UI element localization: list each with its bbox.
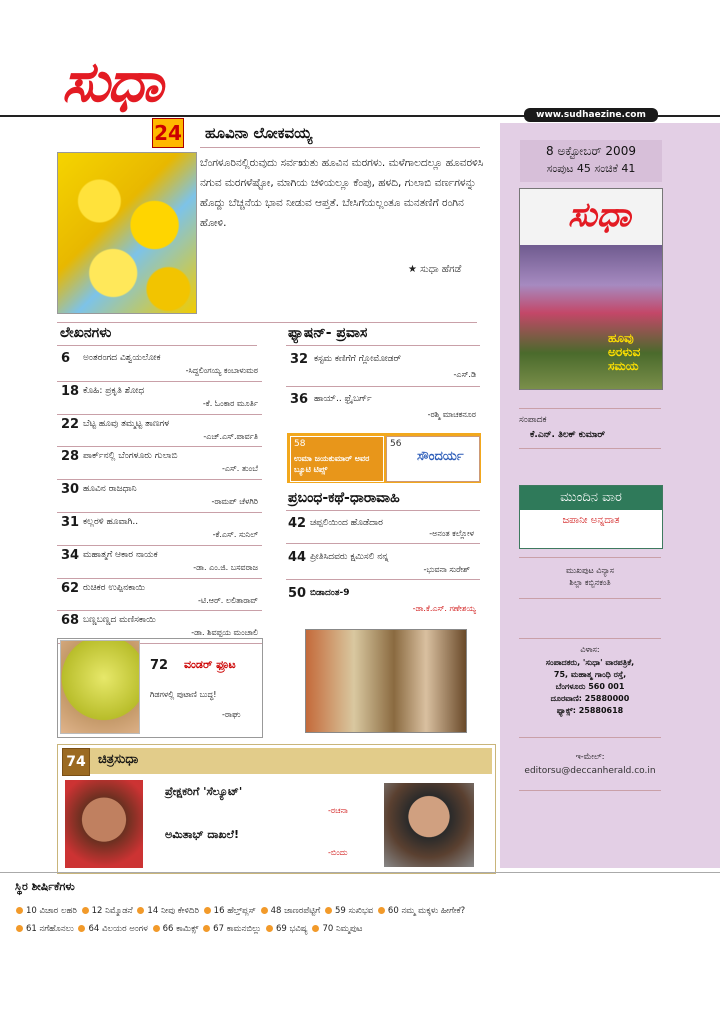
articles-heading: ಲೇಖನಗಳು [60, 325, 112, 341]
email-link[interactable]: editorsu@deccanherald.co.in [524, 766, 656, 776]
bullet-icon [82, 907, 89, 914]
article-title: ಬಣ್ಣಬಣ್ಣದ ಮಣಿಸಕಾಯಿ [83, 615, 156, 626]
page-number: 62 [61, 580, 80, 596]
column-link[interactable]: 48 ಜಾಣರಪೆಟ್ಟಿಗೆ [270, 906, 321, 916]
cover-caption: ಹೂವು ಅರಳುವ ಸಮಯ [608, 331, 641, 373]
bullet-icon [16, 925, 23, 932]
article-title: ಕಸ್ಟಮ ಕಣಿಗೆಗೆ ಗ್ಲೋಮೋಡರ್ [314, 354, 402, 364]
page-number: 28 [61, 449, 80, 465]
bullet-icon [153, 925, 160, 932]
column-link[interactable]: 16 ಹೆಲ್ತ್‌ಪ್ಲಸ್ [213, 906, 256, 916]
list-item[interactable] [57, 447, 262, 480]
actor-photo-2 [384, 783, 474, 867]
sidebar-rule-1 [519, 408, 661, 409]
email-label: ಇ-ಮೇಲ್: [575, 752, 605, 761]
wonder-title: ವಂಡರ್ ಫ್ರೂಟ [184, 658, 236, 671]
promo-text: ಸೌಂದರ್ಯ [417, 449, 464, 464]
cover-logo: ಸುಧಾ [568, 195, 631, 235]
promo-page-number: 58 [294, 439, 306, 449]
article-title: ಹೂವಿನ ರಾಜಧಾನಿ [83, 484, 137, 495]
page-number: 50 [288, 586, 307, 601]
list-item[interactable] [57, 513, 262, 546]
article-author: -ಕೆ. ಓಂಕಾರ ಮೂರ್ತಿ [202, 398, 258, 408]
sidebar-rule-2 [519, 448, 661, 449]
page-number: 31 [61, 514, 80, 530]
chitrasudha-page-number: 74 [62, 748, 90, 776]
list-item[interactable] [57, 349, 262, 382]
article-title: ಕಲ್ಲರಳಿ ಹೂವಾಗಿ.. [83, 516, 139, 527]
beauty-promo[interactable] [386, 436, 480, 482]
address-block [519, 657, 661, 717]
bullet-icon [16, 907, 23, 914]
list-item[interactable] [286, 350, 480, 387]
fiction-heading: ಪ್ರಬಂಧ-ಕಥೆ-ಧಾರಾವಾಹಿ [288, 490, 400, 506]
page-number: 6 [61, 351, 71, 366]
chitrasudha-title[interactable]: ಚಿತ್ರಸುಧಾ [98, 752, 139, 767]
cover-thumbnail[interactable] [519, 188, 663, 390]
article-author: -ರಶ್ಮಿ ಮಾಚಕನೂರ [427, 410, 476, 419]
chitrasudha-item-1[interactable]: ಪ್ರೇಕ್ಷಕರಿಗೆ 'ಸೆಲ್ಯೂಟ್' [165, 785, 243, 798]
article-author: -ಅನಂತ ಕಲ್ಲೋಳ [429, 529, 474, 538]
article-author: -ರಾಮಪ್ ಚೆಳಗಿರಿ [211, 497, 258, 507]
page-number: 34 [61, 547, 80, 563]
address-line: ಬೆಂಗಳೂರು 560 001 [555, 682, 625, 691]
feature-title[interactable]: ಹೂವಿನಾ ಲೋಕವಯ್ಯ [205, 124, 313, 142]
articles-list [57, 349, 262, 644]
editor-label: ಸಂಪಾದಕ [519, 415, 547, 425]
address-line: 75, ಮಹಾತ್ಮ ಗಾಂಧಿ ರಸ್ತೆ, [553, 670, 627, 679]
list-item[interactable] [286, 584, 480, 618]
story-illustration [305, 629, 467, 733]
article-author: -ಡಾ. ಶಿವಪ್ಪಯ ಮಂಚಾಲಿ [191, 628, 258, 638]
column-link[interactable]: 61 ನಗೆಹೊನಲು [26, 924, 74, 934]
footer-rule [0, 872, 720, 873]
article-title: ಅಂತರಂಗದ ವಿಶ್ವಯಲೋಕ [83, 353, 161, 363]
address-label: ವಿಳಾಸ: [580, 645, 600, 654]
wonder-author: -ರಾಘು [222, 710, 241, 719]
bullet-icon [203, 925, 210, 932]
regular-columns-row-2 [14, 924, 362, 934]
article-author: -ಕೆ.ಎಸ್. ಸುನಿಲ್ [212, 529, 258, 539]
bullet-icon [204, 907, 211, 914]
article-title: ಕೊಹಿ: ಪ್ರಕೃತಿ ಶೋಧ [83, 385, 145, 396]
page-number: 36 [290, 392, 309, 407]
promo-page-number: 56 [390, 439, 402, 449]
fiction-heading-rule [286, 510, 480, 511]
magazine-logo: ಸುಧಾ [62, 49, 162, 115]
article-author: -ಸಿದ್ದಲಿಂಗಯ್ಯ ಕಂಬಾಳುಮಠ [185, 366, 258, 375]
page-number: 32 [290, 352, 309, 367]
page-number: 44 [288, 550, 307, 565]
editor-name: ಕೆ.ಎನ್. ತಿಲಕ್ ಕುಮಾರ್ [530, 430, 606, 440]
wonder-page-number: 72 [150, 658, 169, 673]
article-author: -ಎಚ್.ಎಸ್.ಪಾರ್ವತಿ [203, 431, 258, 441]
chitrasudha-author-2: -ಬಿಂದು [328, 848, 348, 857]
column-link[interactable]: 60 ನಮ್ಮ ಮಕ್ಕಳು ಹೀಗೇಕೆ? [387, 906, 466, 916]
article-title: ಚಪ್ಪಲಿಯಿಂದ ಹೊಡೆದಾರ [310, 518, 383, 528]
list-item[interactable] [57, 480, 262, 513]
article-title: ಬೆಟ್ಟ ಹೂವು ತಮ್ಮಟ್ಟ ತಾಣಗಳ [83, 418, 170, 429]
page-number: 68 [61, 613, 80, 629]
cover-design-name: ಶಿಲ್ಪಾ ಕಬ್ಬಿನಕಂತಿ [569, 578, 611, 587]
issue-volume: ಸಂಪುಟ 45 ಸಂಚಿಕೆ 41 [546, 162, 636, 175]
column-link[interactable]: 69 ಭವಿಷ್ಯ [275, 924, 308, 934]
sidebar-rule-7 [519, 790, 661, 791]
bullet-icon [261, 907, 268, 914]
next-week-text: ಜಪಾನೀ ಅನ್ನದಾತ [562, 515, 620, 526]
feature-author: ★ ಸುಧಾ ಹೆಗಡೆ [408, 264, 462, 275]
chitrasudha-item-2[interactable]: ಅಮಿತಾಭ್ ದಾಖಲೆ! [165, 828, 239, 841]
page-number: 30 [61, 482, 80, 498]
cover-design-label: ಮುಖಪುಟ ವಿನ್ಯಾಸ [565, 566, 615, 575]
sidebar-rule-5 [519, 638, 661, 639]
bullet-icon [378, 907, 385, 914]
sidebar-rule-4 [519, 598, 661, 599]
list-item[interactable] [57, 546, 262, 579]
bullet-icon [266, 925, 273, 932]
article-author: -ಎಸ್. ತುಂಬೆ [221, 464, 258, 474]
sidebar-rule-6 [519, 737, 661, 738]
article-title: ಪಾರ್ಕ್‌ನಲ್ಲಿ ಬೆಂಗಳೂರು ಗುಲಾಬಿ [83, 451, 178, 462]
regular-columns-heading: ಸ್ಥಿರ ಶೀರ್ಷಿಕೆಗಳು [15, 880, 75, 893]
next-week-title: ಮುಂದಿನ ವಾರ [520, 486, 662, 510]
column-link[interactable]: 12 ನಿಮ್ಮೊಡನೆ [91, 906, 133, 916]
bullet-icon [325, 907, 332, 914]
sidebar-rule-3 [519, 557, 661, 558]
column-link[interactable]: 59 ಸುಖಿಭವ [334, 906, 374, 916]
fashion-heading-rule [286, 345, 480, 346]
article-title: ಮಹಾತ್ಮಗೆ ಆಕಾರ ನಾಯಕ [83, 549, 158, 560]
article-title: ರುಚಿಕರ ಉಪ್ಪಿನಕಾಯಿ [83, 582, 146, 593]
article-author: -ಎಸ್.ಡಿ [453, 370, 476, 379]
website-url-link[interactable]: www.sudhaezine.com [524, 108, 658, 122]
issue-date-box [520, 140, 662, 182]
article-author: -ಭುವನಾ ಸುರೇಶ್ [423, 565, 470, 574]
promo-text: ಉಮಾ ಜಯಕುಮಾರ್ ಅವರ ಬ್ಯೂಟಿ ಟಿಪ್ಸ್ [294, 454, 370, 474]
bullet-icon [137, 907, 144, 914]
feature-summary: ಬೆಂಗಳೂರಿನಲ್ಲಿರುವುದು ಸರ್ವಋತು ಹೂವಿನ ಮರಗಳು. ಮಳೆಗಾಲದಲ್ಲೂ ಹೂವರಳಿಸಿ ನಗುವ ಮರಗಳೆಷ್ಟೋ, ಮಾಗಿಯ ಚಳಿಯಲ್ಲೂ ಕೆಂಪು, ಹಳದಿ, ಗುಲಾಬಿ ವರ್ಣಗಳನ್ನು ಹೊದ್ದು ಬೆಚ್ಚನೆಯ ಭಾವ ನೀಡುವ ಆಪ್ತತೆ. ಬೇಸಿಗೆಯಲ್ಲಂತೂ ಮನತಣಿಗೆ ರಂಗಿನ ಹೋಳಿ. [200, 157, 484, 229]
list-item[interactable] [57, 382, 262, 415]
column-link[interactable]: 67 ಕಾಮನಬಿಲ್ಲು [213, 924, 262, 934]
column-link[interactable]: 14 ನೀವು ಕೇಳಿದಿರಿ [147, 906, 199, 916]
next-week-box[interactable] [519, 485, 663, 549]
page-number: 22 [61, 416, 80, 432]
article-title: ಪ್ರೀತಿಸಿದವರು ಕ್ಷಮಿಸಲಿ ನನ್ನ [310, 552, 389, 562]
actor-photo-1 [65, 780, 143, 868]
fashion-heading: ಫ್ಯಾಷನ್- ಪ್ರವಾಸ [288, 325, 368, 341]
column-link[interactable]: 10 ವಿಚಾರ ಲಹರಿ [26, 906, 77, 916]
list-item[interactable] [286, 547, 480, 580]
bullet-icon [78, 925, 85, 932]
feature-page-number: 24 [152, 118, 184, 148]
articles-heading-rule [57, 345, 257, 346]
column-link[interactable]: 64 ವಿಲಯರ ಅಂಗಳ [88, 924, 148, 934]
issue-date: 8 ಅಕ್ಟೋಬರ್ 2009 [546, 144, 636, 158]
list-item[interactable] [286, 513, 480, 544]
article-author: -ಡಾ. ಎಂ.ಜಿ. ಬಸವರಾಜ [193, 562, 258, 572]
column-link[interactable]: 66 ಕಾಮಿಕ್ಸ್ [162, 924, 199, 934]
fax-line: ಫ್ಯಾಕ್ಸ್: 25880618 [556, 706, 624, 715]
article-title: ಹಾಯ್.. ಫ್ರೈಬರ್ಗ್ [314, 394, 372, 404]
beauty-tips-promo[interactable] [290, 436, 384, 482]
wonder-text: ಗಿಡಗಳಲ್ಲಿ ಪುಟಾಣಿ ಬುದ್ಧ! [150, 690, 217, 699]
article-author: -ಟಿ.ಆರ್. ಲಲಿತಾರಾವ್ [198, 595, 258, 605]
buddha-pear-photo [60, 640, 140, 734]
address-line: ಸಂಪಾದಕರು, 'ಸುಧಾ' ವಾರಪತ್ರಿಕೆ, [545, 658, 635, 667]
list-item[interactable] [286, 390, 480, 426]
column-link[interactable]: 70 ನಿಮ್ಮಪುಟ [322, 924, 363, 934]
phone-line: ದೂರವಾಣಿ: 25880000 [550, 694, 630, 703]
list-item[interactable] [57, 415, 262, 448]
bullet-icon [312, 925, 319, 932]
list-item[interactable] [57, 579, 262, 612]
page-number: 42 [288, 516, 307, 531]
article-author: -ಡಾ.ಕೆ.ಎಸ್. ಗಣೇಶಯ್ಯ [412, 604, 476, 613]
page-number: 18 [61, 383, 80, 399]
section-rule [57, 322, 477, 323]
chitrasudha-author-1: -ರಚನಾ [328, 806, 348, 815]
article-title: ಬಿಡಾದಂತ-9 [310, 588, 350, 598]
feature-rule [200, 147, 480, 148]
regular-columns-row-1 [14, 906, 465, 916]
feature-photo-flowers [57, 152, 197, 314]
